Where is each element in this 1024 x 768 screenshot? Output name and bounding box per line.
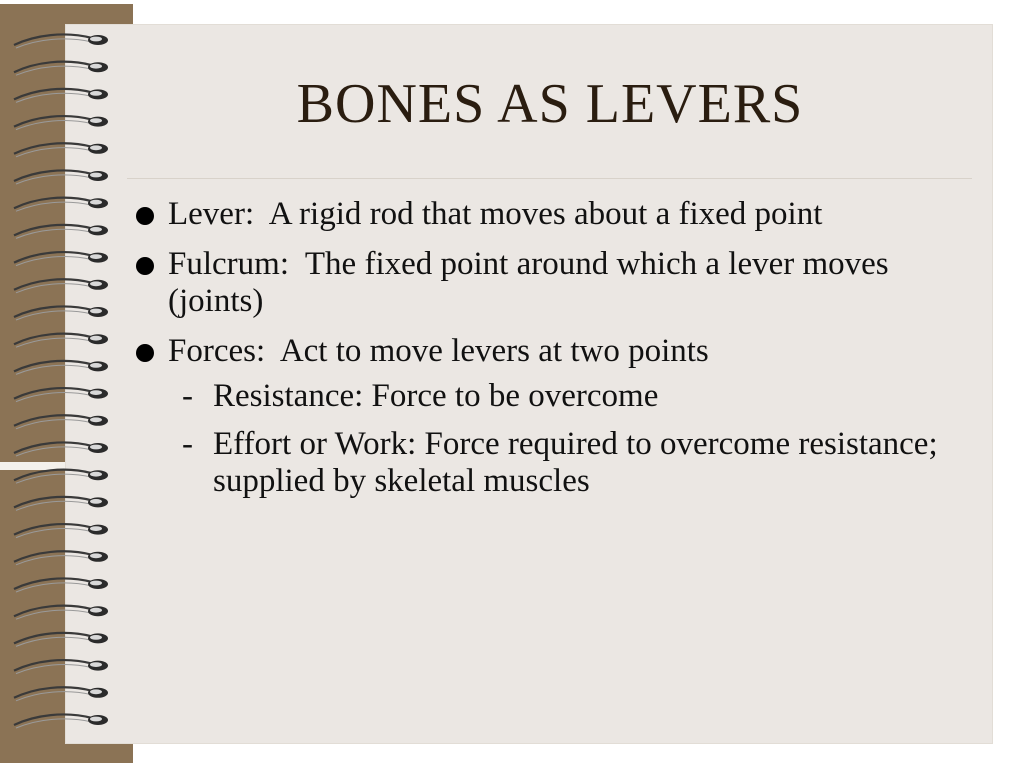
spiral-coil-icon — [14, 551, 108, 565]
spiral-coil-icon — [14, 198, 108, 212]
spiral-coil-icon — [14, 143, 108, 157]
bullet-item — [130, 246, 980, 320]
spiral-coil-icon — [14, 524, 108, 538]
bullet-dot-icon — [136, 257, 154, 275]
spiral-coil-icon — [14, 252, 108, 266]
title-divider — [127, 178, 972, 179]
sub-bullet-marker: - — [182, 426, 193, 462]
bullet-dot-icon — [136, 344, 154, 362]
spiral-coil-icon — [14, 361, 108, 375]
sub-bullet-item — [130, 378, 980, 415]
bullet-text: Fulcrum: The fixed point around which a lever moves (joints) — [168, 246, 897, 319]
spiral-coil-icon — [14, 415, 108, 429]
spiral-coil-icon — [14, 714, 108, 728]
spiral-coil-icon — [14, 497, 108, 511]
slide-title: BONES AS LEVERS — [296, 73, 804, 135]
bullet-item — [130, 196, 980, 233]
bullet-text: Forces: Act to move levers at two points — [168, 333, 709, 369]
spiral-coil-icon — [14, 116, 108, 130]
spiral-coil-icon — [14, 334, 108, 348]
spiral-coil-icon — [14, 89, 108, 103]
spiral-coil-icon — [14, 170, 108, 184]
spiral-coil-icon — [14, 442, 108, 456]
spiral-coil-icon — [14, 470, 108, 484]
spiral-coil-icon — [14, 606, 108, 620]
spiral-coil-icon — [14, 388, 108, 402]
bullet-item — [130, 333, 980, 370]
bullet-dot-icon — [136, 207, 154, 225]
spiral-coil-icon — [14, 306, 108, 320]
spiral-coil-icon — [14, 225, 108, 239]
slide-content — [130, 196, 980, 511]
spiral-coil-icon — [14, 660, 108, 674]
spiral-coil-icon — [14, 279, 108, 293]
spiral-coil-icon — [14, 62, 108, 76]
spiral-coil-icon — [14, 633, 108, 647]
spiral-coil-icon — [14, 578, 108, 592]
spiral-coil-icon — [14, 34, 108, 48]
bullet-text: Lever: A rigid rod that moves about a fixed point — [168, 196, 823, 232]
sub-bullet-marker: - — [182, 378, 193, 414]
sub-bullet-text: Resistance: Force to be overcome — [213, 378, 659, 414]
sub-bullet-item — [130, 426, 980, 500]
spiral-binding-icon — [10, 25, 120, 745]
spiral-coil-icon — [14, 687, 108, 701]
sub-bullet-text: Effort or Work: Force required to overcome resistance; supplied by skeletal muscles — [213, 426, 946, 499]
